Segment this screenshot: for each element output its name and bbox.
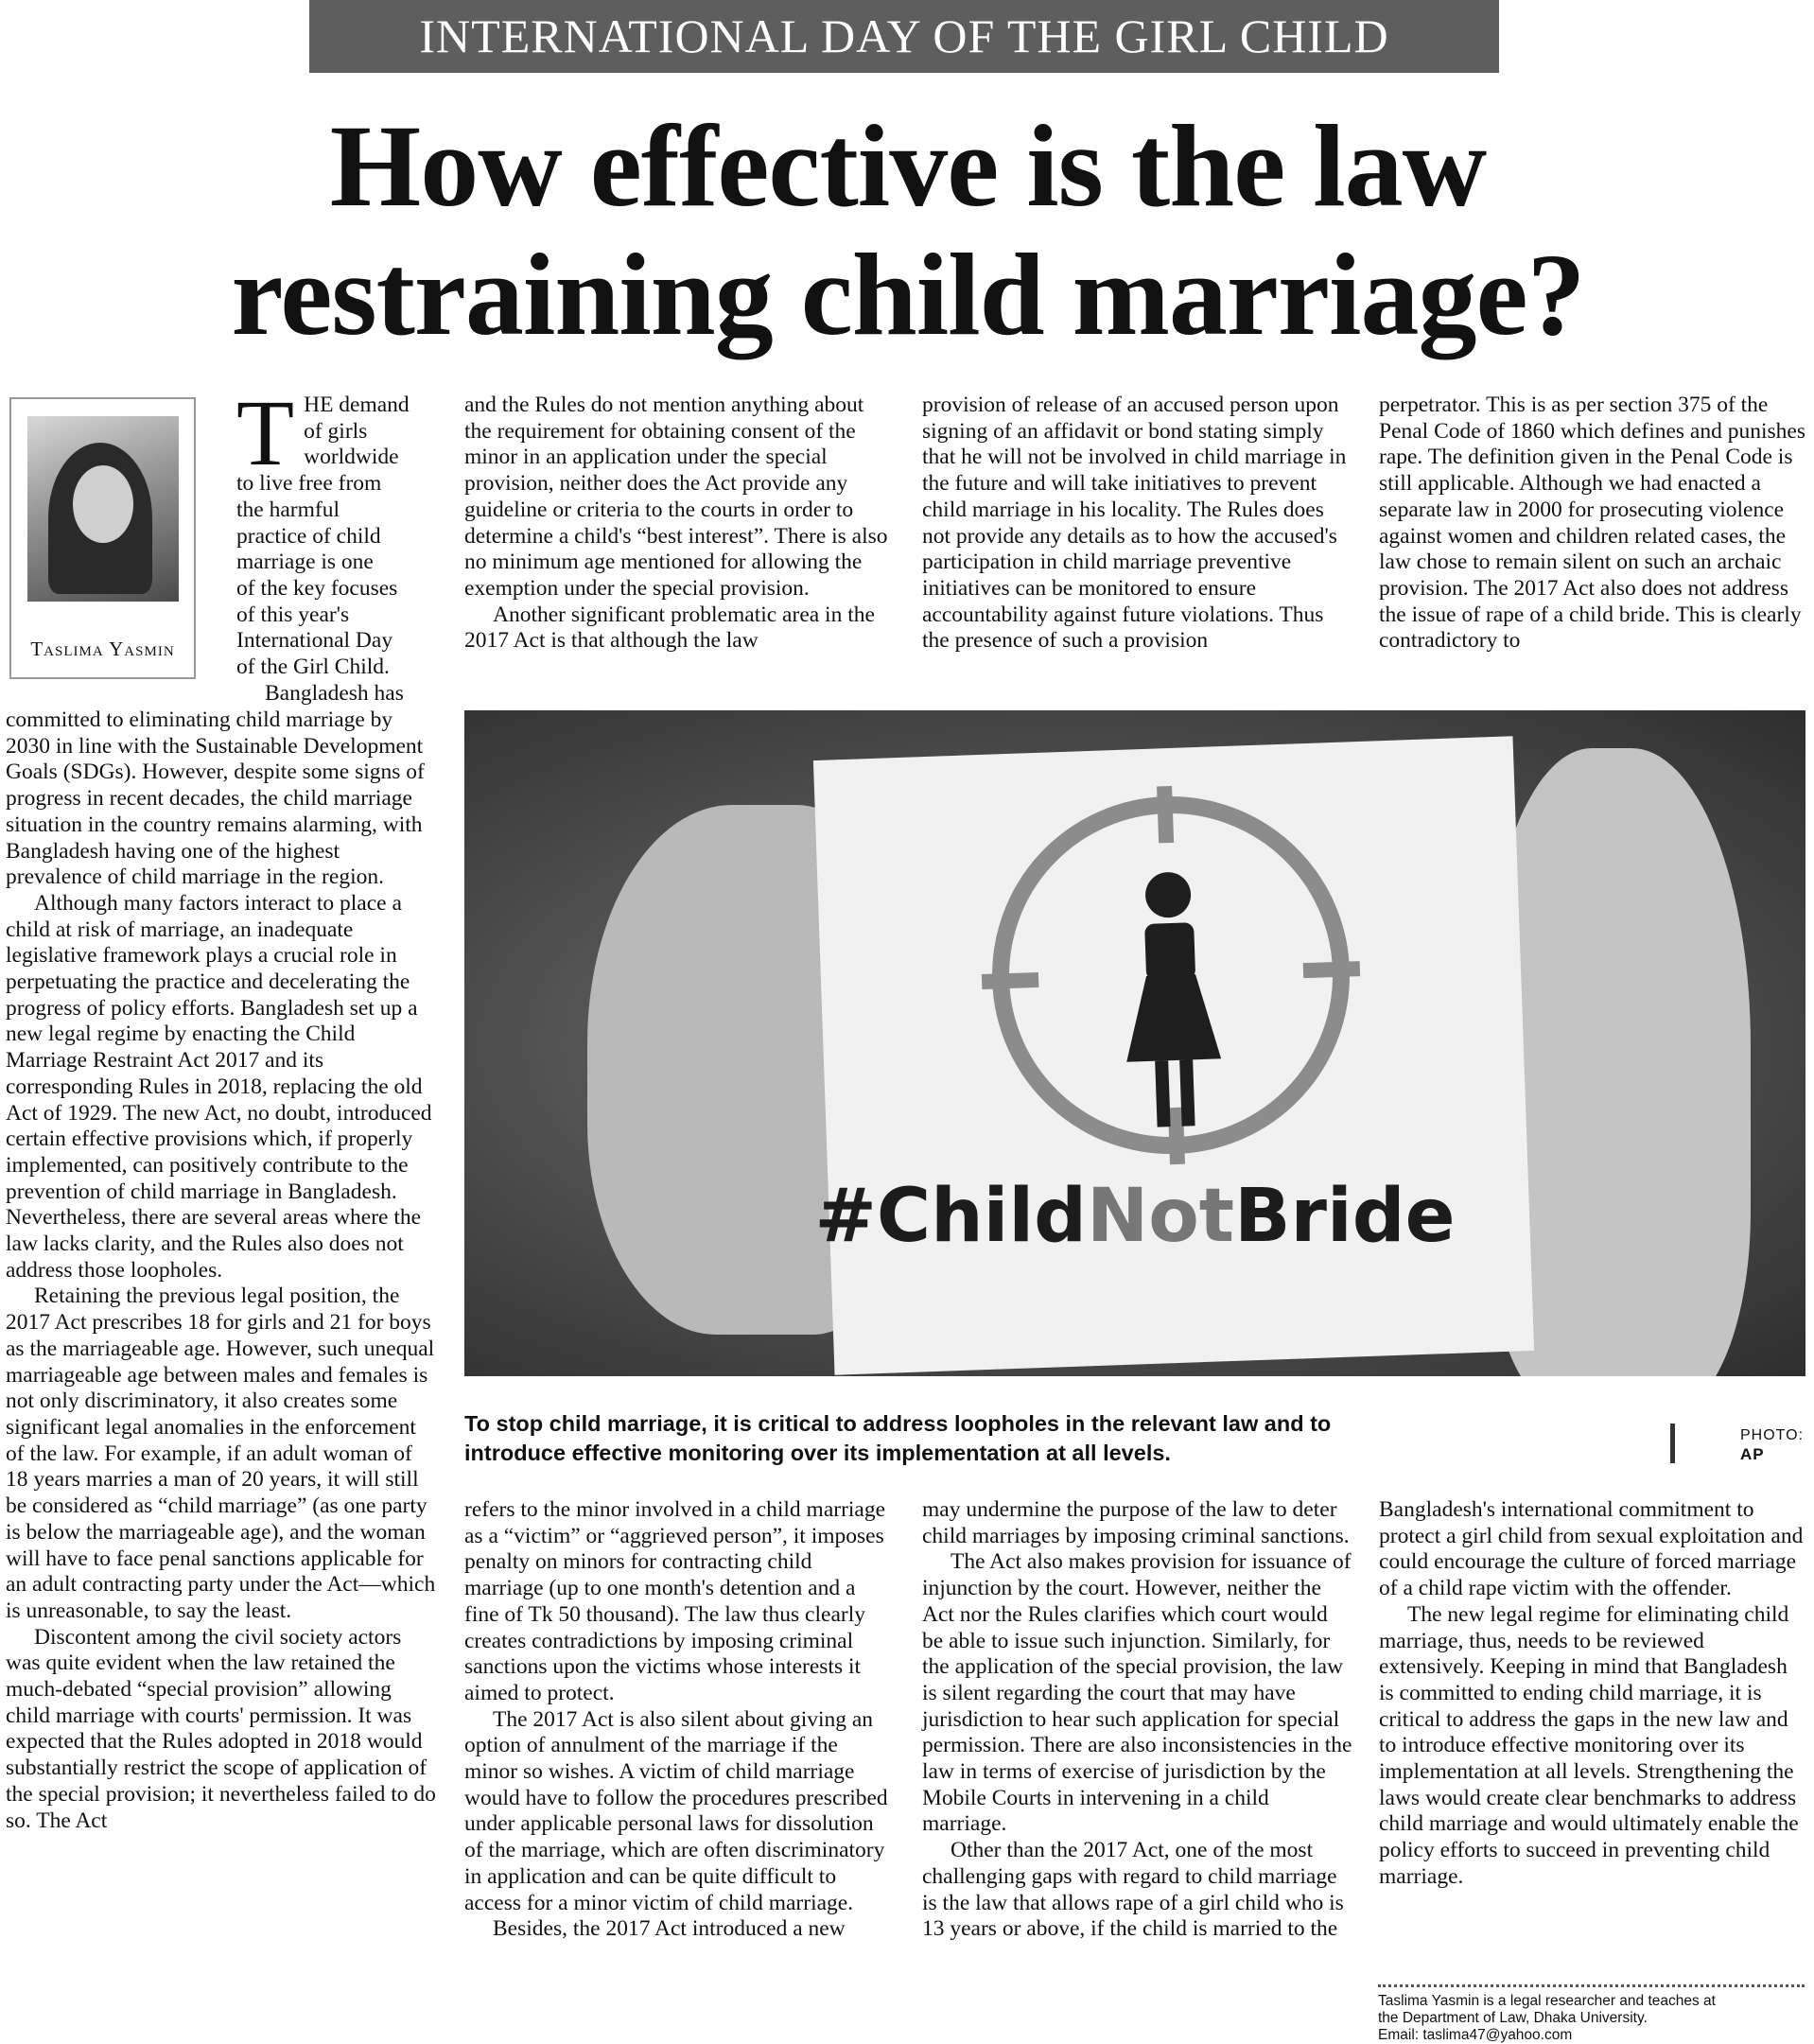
paragraph: The 2017 Act is also silent about giving an option of annulment of the marriage if the minor so wishes. A victim of child marriage would have to follow the procedures prescribed under applicable personal laws for dissolution of the marriage, which are often discriminatory in application and can be quite difficult to access for a minor victim of child marriage. [464,1706,888,1915]
intro-line: of the Girl Child. [236,655,390,680]
column-1-intro [236,380,435,707]
paragraph: refers to the minor involved in a child marriage as a “victim” or “aggrieved person”, it imposes penalty on minors for contracting child marriage (up to one month's detention and a fine of Tk 50 thousand). The law thus clearly creates contradictions by imposing criminal sanctions upon the victims whose interests it aimed to protect. [464,1497,886,1705]
column-2-top [464,393,895,655]
intro-line: HE demand [304,393,410,417]
column-2-bottom [464,1497,895,1943]
paragraph: perpetrator. This is as per section 375 of the Penal Code of 1860 which defines and punishes rape. The definition given in the Penal Code is still applicable. Although we had enacted a separate law in 2000 for prosecuting violence against women and children related cases, the law chose to remain silent on such an archaic provision. The 2017 Act also does not address the issue of rape of a child bride. This is clearly contradictory to [1379,393,1805,654]
author-bio [1378,1993,1805,2044]
column-4-top [1379,393,1806,655]
column-3-top [922,393,1352,655]
headline-line-1: How effective is the law [329,101,1487,231]
paragraph: may undermine the purpose of the law to deter child marriages by imposing criminal sanctions. [922,1497,1350,1548]
intro-line: of this year's [236,602,350,627]
bio-line: Email: taslima47@yahoo.com [1378,2027,1573,2043]
column-3-bottom [922,1497,1352,1943]
intro-line: practice of child [236,523,381,549]
paragraph: Other than the 2017 Act, one of the most challenging gaps with regard to child marriage is the law that allows rape of a girl child who is 13 years or above, if the child is married to the [922,1838,1344,1942]
hashtag-prefix: #Child [814,1174,1087,1259]
bio-divider [1378,1984,1805,1987]
paragraph: Although many factors interact to place a child at risk of marriage, an inadequate legislative framework plays a crucial role in perpetuating the practice and decelerating the progress of policy efforts. Bangladesh set up a new legal regime by enacting the Child Marriage Restraint Act 2017 and its corresponding Rules in 2018, replacing the old Act of 1929. The new Act, no doubt, introduced certain effective provisions which, if properly implemented, can positively contribute to the prevention of child marriage in Bangladesh. Nevertheless, there are several areas where the law lacks clarity, and the Rules also does not address those loopholes. [6,890,432,1283]
paragraph: and the Rules do not mention anything about the requirement for obtaining consent of the minor in an application under the special provision, neither does the Act provide any guideline or criteria to the courts in order to determine a child's “best interest”. There is also no minimum age mentioned for allowing the exemption under the special provision. [464,393,888,601]
hashtag-middle: Not [1086,1174,1235,1259]
protest-sign [813,736,1534,1374]
section-kicker: INTERNATIONAL DAY OF THE GIRL CHILD [309,0,1499,73]
paragraph: provision of release of an accused person upon signing of an affidavit or bond stating simply that he will not be involved in child marriage in the future and will take initiatives to prevent child marriage in his locality. The Rules does not provide any details as to how the accused's participation in child marriage preventive initiatives can be monitored to ensure accountability against future violations. Thus the presence of such a provision [922,393,1347,654]
headline [57,102,1759,359]
intro-line: marriage is one [236,550,374,575]
author-byline: Taslima Yasmin [30,638,175,660]
paragraph: Retaining the previous legal position, the 2017 Act prescribes 18 for girls and 21 for boys as the marriageable age. However, such unequal marriageable age between males and females is not only discriminatory, it also creates some significant legal anomalies in the enforcement of the law. For example, if an adult woman of 18 years marries a man of 20 years, it will still be considered as “child marriage” (as one party is below the marriageable age), and the woman will have to face penal sanctions applicable for an adult contracting party under the Act—which is unreasonable, to say the least. [6,1284,436,1623]
intro-line: International Day [236,628,393,654]
paragraph: The new legal regime for eliminating child marriage, thus, needs to be reviewed extensively. Keeping in mind that Bangladesh is committed to ending child marriage, it is critical to address the gaps in the new law and to introduce effective monitoring over its implementation at all levels. Strengthening the laws would create clear benchmarks to address child marriage and would ultimately enable the policy efforts to succeed in preventing child marriage. [1379,1601,1799,1889]
bio-line: Taslima Yasmin is a legal researcher and teaches at [1378,1993,1716,2009]
column-4-bottom [1379,1497,1806,1891]
author-photo [27,416,179,602]
drop-cap: T [236,380,295,485]
photo-credit [1740,1426,1804,1464]
photo-hashtag [464,1174,1805,1259]
hashtag-suffix: Bride [1234,1174,1456,1259]
paragraph: Bangladesh's international commitment to protect a girl child from sexual exploitation and could encourage the culture of forced marriage of a child rape victim with the offender. [1379,1497,1804,1601]
photo-credit-label: PHOTO: [1740,1427,1805,1443]
girl-target-icon [813,736,1528,1214]
intro-line: the harmful [236,497,340,522]
intro-line: of the key focuses [236,575,398,601]
intro-line: Bangladesh has [265,680,404,706]
photo-caption: To stop child marriage, it is critical to address loopholes in the relevant law and to introduce effective monitoring over its implementation at all levels. [464,1411,1332,1465]
paragraph: Another significant problematic area in the 2017 Act is that although the law [464,602,875,654]
headline-line-2: restraining child marriage? [231,230,1585,359]
bio-line: the Department of Law, Dhaka University. [1378,2010,1648,2026]
paragraph: Besides, the 2017 Act introduced a new [493,1916,846,1942]
column-1 [6,708,437,1834]
paragraph: The Act also makes provision for issuance of injunction by the court. However, neither the Act nor the Rules clarifies which court would be able to issue such injunction. Similarly, for the application of the special provision, the law is silent regarding the court that may have jurisdiction to hear such application for special permission. There are also inconsistencies in the law in terms of exercise of jurisdiction by the Mobile Courts in intervening in a child marriage. [922,1549,1352,1837]
author-portrait [9,397,196,679]
intro-line: worldwide [304,445,399,470]
article-photo [464,710,1805,1376]
intro-line: of girls [304,418,368,444]
paragraph: committed to eliminating child marriage by 2030 in line with the Sustainable Development Goals (SDGs). However, despite some signs of progress in recent decades, the child marriage situation in the country remains alarming, with Bangladesh having one of the highest prevalence of child marriage in the region. [6,708,425,890]
photo-credit-source: AP [1740,1445,1765,1463]
credit-divider [1670,1424,1675,1463]
intro-line: to live free from [236,471,382,497]
paragraph: Discontent among the civil society actors was quite evident when the law retained the much-debated “special provision” allowing child marriage with courts' permission. It was expected that the Rules adopted in 2018 would substantially restrict the scope of application of the special provision; it nevertheless failed to do so. The Act [6,1624,436,1833]
